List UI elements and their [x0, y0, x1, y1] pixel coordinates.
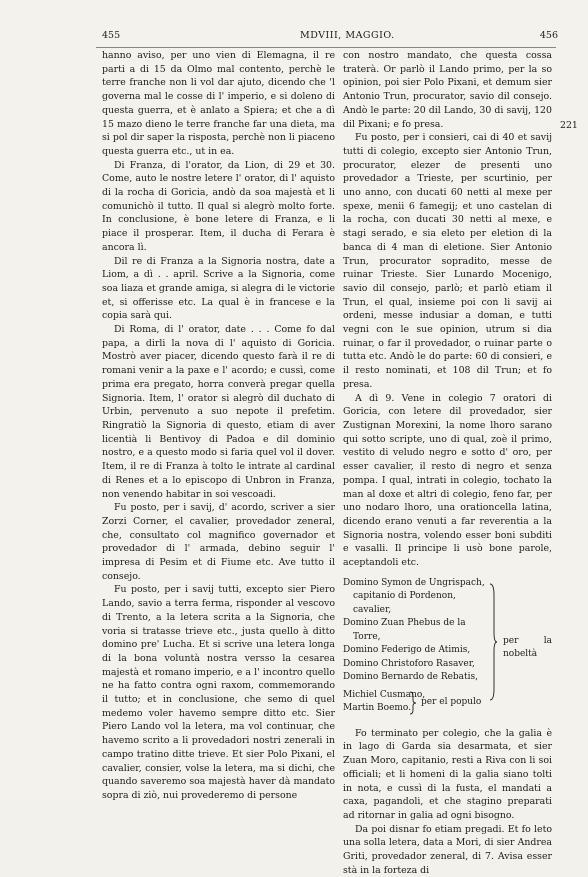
noble-name: Domino Federigo de Atimis, [343, 645, 471, 656]
popolo-label: per el populo [421, 696, 482, 707]
paragraph: Di Franza, di l'orator, da Lion, di 29 et 30. Come, auto le nostre letere l' orator, di l' aquisto di la rocha di Goricia, andò da soa majestà et li comunichò il tutto. Il qual si alegrò molto forte. In conclusione, è bone letere di Franza, e li piace il prosperar. Item, il ducha di Ferara è ancora lì. [102, 159, 335, 253]
paragraph: hanno aviso, per uno vien di Elemagna, il re parti a di 15 da Olmo mal contento, perchè le terre franche non li vol dar ajuto, dicendo che 'l governa mal le cosse di l' imperio, e si doleno di questa guerra, et è anlato a Spiera; et che a dì 15 mazo dieno le terre franche far una dieta, ma si pol dir saper la risposta, perchè non li piaceno questa guerra etc., ut in ea. [102, 50, 335, 157]
paragraph: Da poi disnar fo etiam pregadi. Et fo leto una solla letera, data a Mori, di sier Andrea Griti, provedador zeneral, di 7. Avisa esser stà in la forteza di [343, 823, 552, 876]
left-column [102, 49, 335, 801]
margin-column-number: 221 [560, 120, 578, 131]
nobles-list [343, 577, 552, 685]
popolo-list [343, 689, 552, 719]
curly-brace [409, 691, 417, 715]
paragraph: Fo terminato per colegio, che la galia è in lago di Garda sia desarmata, et sier Zuan Moro, capitanio, resti a Riva con li soi officiali; et li homeni di la galia siano tolti in nota, e cussì di la fusta, el mandati a caxa, pagandoli, et che stagino preparati ad ritornar in galia ad ogni bisogno. [343, 727, 552, 821]
noble-name: Domino Zuan Phebus de la Torre, [343, 618, 466, 642]
curly-brace [489, 583, 497, 701]
noble-name: Domino Christoforo Rasaver, [343, 658, 475, 669]
paragraph: Fu posto, per i savij, d' acordo, scriver a sier Zorzi Corner, el cavalier, provedador zeneral, che, consultato col magnifico governador et provedador di l' armada, debino seguir l' impresa di Pesim et di Fiume etc. Ave tutto il consejo. [102, 502, 335, 582]
paragraph: con nostro mandato, che questa cossa traterà. Or parlò il Lando primo, per la so opinion, poi sier Polo Pixani, et demum sier Antonio Trun, procurator, savio dil consejo. Andò le parte: 20 dil Lando, 30 di savij, 120 dil Pixani; e fo presa. [343, 50, 552, 130]
nobles-label: per la nobeltà [503, 635, 552, 660]
paragraph: Fu posto, per i consieri, cai di 40 et savij tutti di colegio, excepto sier Antonio Trun, procurator, elezer de presenti uno provedador a Trieste, per scurtinio, per uno anno, con ducati 60 netti al mexe per spexe, menii 6 famegij; et uno castelan di la rocha, con ducati 30 netti al mexe, e stagi serado, e sia eleto per eletion di la banca di 4 man di eletione. Sier Antonio Trun, procurator sopradito, messe de ruinar Trieste. Sier Lunardo Mocenigo, savio dil consejo, parlò; et parlò etiam il Trun, el qual, insieme poi con li savij ai ordeni, messe indusiar a doman, e tutti vegni con le sue opinion, utrum si dia ruinar, o far il provedador, o ruinar parte o tutta etc. Andò le do parte: 60 di consieri, e il resto nominati, et 108 dil Trun; et fo presa. [343, 132, 552, 390]
right-column [343, 49, 552, 876]
running-title: MDVIII, MAGGIO. [300, 30, 395, 41]
paragraph: Fu posto, per i savij tutti, excepto sier Piero Lando, savio a terra ferma, risponder al vescovo di Trento, a la letera scrita a la Signoria, che voria si tratasse trieve etc., justa quello à ditto domino pre' Lucha. Et si scrive una letera longa di la bona voluntà nostra versso la cesarea majestà et romano imperio, e a l' incontro quello ne ha fatto contra ogni raxom, commemorando il tutto; et in conclusione, che semo di quel medemo voler havemo sempre ditto etc. Sier Piero Lando vol la letera, ma vol continuar, che havemo scrito a li provedadori nostri zenerali in campo tratino ditte trieve. Et sier Polo Pixani, el cavalier, consier, volse la letera, ma si dichi, che quando saveremo soa majestà haver dà mandato sopra di ziò, nui provederemo di persone [102, 584, 335, 801]
popolo-name: Michiel Cusmano, [343, 689, 426, 700]
page-number-right: 456 [539, 30, 558, 41]
noble-name: Domino Symon de Ungrispach, capitanio di Pordenon, cavalier, [343, 577, 485, 615]
page-number-left: 455 [102, 30, 121, 41]
popolo-name: Martin Boemo. [343, 703, 412, 714]
header-rule [96, 47, 556, 48]
paragraph: Di Roma, di l' orator, date . . . Come fo dal papa, a dirli la nova di l' aquisto di Goricia. Mostrò aver piacer, dicendo questo farà il re di romani venir a la paxe e l' acordo; e cussì, come prima era pregato, horra converà pregar quella Signoria. Item, l' orator si alegrò dil duchato di Urbin, pervenuto a suo nepote il prefetim. Ringratiò la Signoria di questo, etiam di aver licentià li Bentivoy di Padoa e dil dominio nostro, e a questo modo si faria quel vol il dover. Item, il re di Franza à tolto le intrate al cardinal di Renes et a lo episcopo di Unbron in Franza, non venendo habitar in soi vescoadi. [102, 324, 335, 500]
paragraph: A dì 9. Vene in colegio 7 oratori di Goricia, con letere dil provedador, sier Zustignan Morexini, la nome lhoro sarano qui sotto scripte, uno di qual, zoè il primo, vestito di veludo negro e sotto d' oro, per esser cavalier, il resto di negro et senza pompa. I qual, intrati in colegio, tochato la man al doxe et altri di colegio, feno far, per uno nodaro lhoro, una orationcella latina, dicendo erano venuti a far reverentia a la Signoria nostra, volendo esser boni subditi e vasalli. Il principe li usò bone parole, aceptandoli etc. [343, 392, 552, 569]
running-header [0, 28, 588, 44]
noble-name: Domino Bernardo de Rebatis, [343, 672, 479, 683]
paragraph: Dil re di Franza a la Signoria nostra, date a Liom, a dì . . april. Scrive a la Signoria, come soa liaza et grande amiga, si alegra di le victorie et, si offerisse etc. La qual è in francese e la copia sarà qui. [102, 255, 335, 322]
